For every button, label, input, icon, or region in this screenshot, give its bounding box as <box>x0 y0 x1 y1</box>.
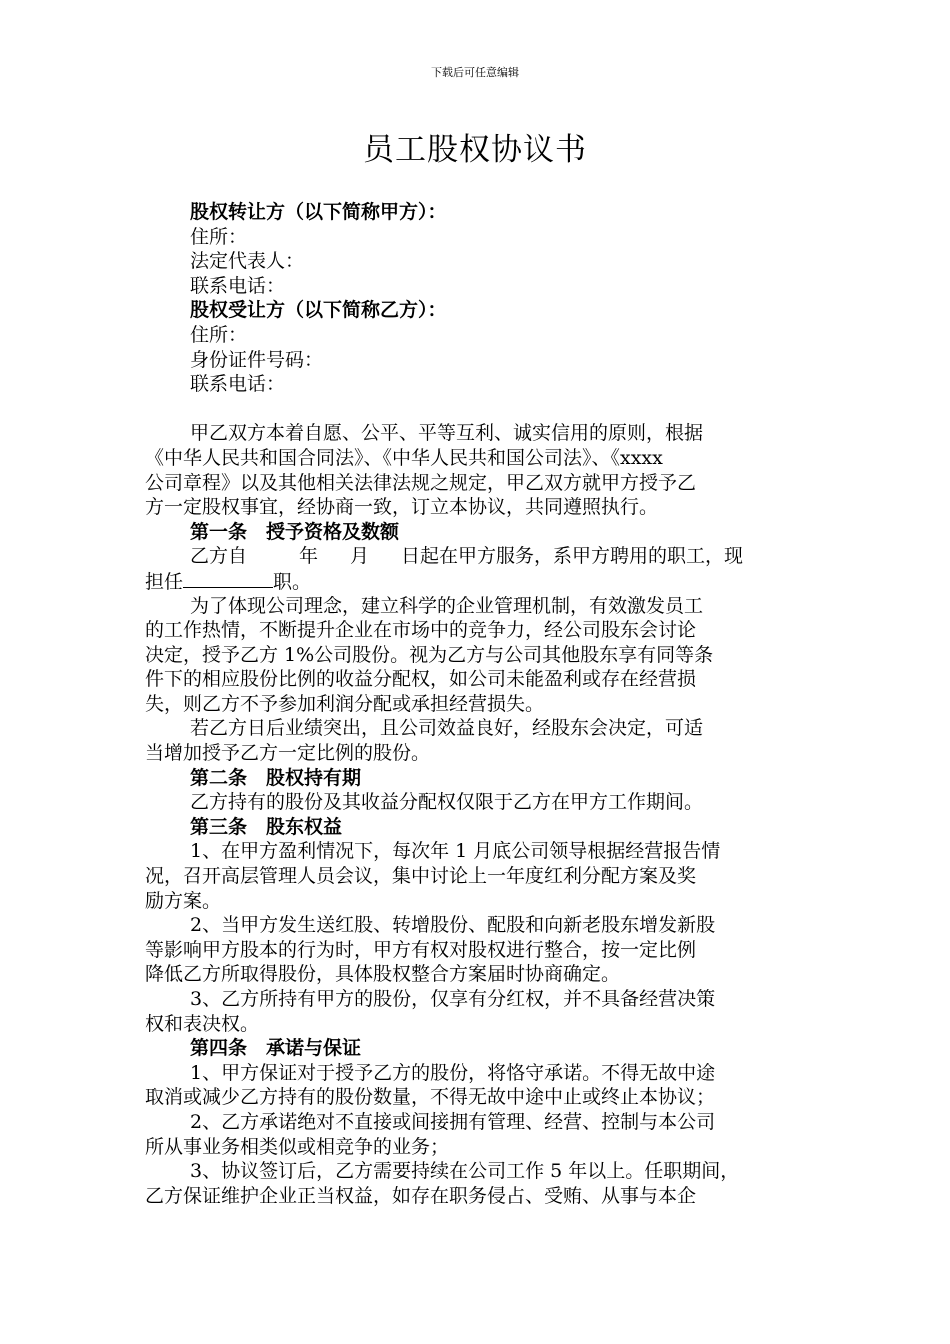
service-month-label: 月 <box>350 545 370 568</box>
preamble-line: 方一定股权事宜，经协商一致，订立本协议，共同遵照执行。 <box>145 496 659 519</box>
article-2-paragraph-line: 乙方持有的股份及其收益分配权仅限于乙方在甲方工作期间。 <box>190 791 704 814</box>
article-1-heading: 第一条 授予资格及数额 <box>190 520 400 543</box>
document-title: 员工股权协议书 <box>363 132 587 168</box>
position-label: 担任 <box>145 570 184 593</box>
article-4-paragraph-line: 取消或减少乙方持有的股份数量，不得无故中途中止或终止本协议； <box>145 1086 716 1109</box>
article-3-paragraph-line: 励方案。 <box>145 889 222 912</box>
article-1-position-line <box>145 569 810 594</box>
party-b-id-number: 身份证件号码： <box>190 348 324 371</box>
header-note: 下载后可任意编辑 <box>431 66 519 79</box>
section-spacer <box>145 397 810 422</box>
article-4-paragraph-line: 3、协议签订后，乙方需要持续在公司工作 5 年以上。任职期间， <box>190 1160 740 1183</box>
article-1-paragraph-line: 决定，授予乙方 1%公司股份。视为乙方与公司其他股东享有同等条 <box>145 643 714 666</box>
article-1-paragraph-line: 失，则乙方不予参加利润分配或承担经营损失。 <box>145 692 545 715</box>
article-3-paragraph-line: 降低乙方所取得股份，具体股权整合方案届时协商确定。 <box>145 963 621 986</box>
article-4-paragraph-line: 乙方保证维护企业正当权益，如存在职务侵占、受贿、从事与本企 <box>145 1184 697 1207</box>
document-body <box>145 200 810 1208</box>
article-1-paragraph-line: 当增加授予乙方一定比例的股份。 <box>145 742 431 765</box>
party-b-heading: 股权受让方（以下简称乙方）： <box>190 299 447 322</box>
article-3-paragraph-line: 况，召开高层管理人员会议，集中讨论上一年度红利分配方案及奖 <box>145 865 697 888</box>
article-1-paragraph-line: 为了体现公司理念，建立科学的企业管理机制，有效激发员工 <box>190 594 704 617</box>
preamble-line: 甲乙双方本着自愿、公平、平等互利、诚实信用的原则，根据 <box>190 422 704 445</box>
article-2-heading: 第二条 股权持有期 <box>190 766 362 789</box>
article-1-service-line <box>145 544 810 569</box>
article-1-paragraph-line: 若乙方日后业绩突出，且公司效益良好，经股东会决定，可适 <box>190 717 704 740</box>
party-a-phone: 联系电话： <box>190 274 286 297</box>
party-b-address: 住所： <box>190 323 248 346</box>
preamble-line: 公司章程》以及其他相关法律法规之规定，甲乙双方就甲方授予乙 <box>145 471 697 494</box>
position-suffix: 职。 <box>273 570 312 593</box>
party-a-representative: 法定代表人： <box>190 250 305 273</box>
service-start-label: 乙方自 <box>190 545 248 568</box>
service-day-text: 日起在甲方服务，系甲方聘用的职工，现 <box>401 545 744 568</box>
preamble-line: 《中华人民共和国合同法》、《中华人民共和国公司法》、《xxxx <box>145 446 663 469</box>
party-a-address: 住所： <box>190 225 248 248</box>
article-4-paragraph-line: 所从事业务相类似或相竞争的业务； <box>145 1135 450 1158</box>
article-1-paragraph-line: 件下的相应股份比例的收益分配权，如公司未能盈利或存在经营损 <box>145 668 697 691</box>
article-1-paragraph-line: 的工作热情，不断提升企业在市场中的竞争力，经公司股东会讨论 <box>145 619 697 642</box>
position-blank[interactable] <box>183 569 273 588</box>
article-3-paragraph-line: 1、在甲方盈利情况下，每次年 1 月底公司领导根据经营报告情 <box>190 840 721 863</box>
article-3-paragraph-line: 3、乙方所持有甲方的股份，仅享有分红权，并不具备经营决策 <box>190 988 716 1010</box>
service-year-label: 年 <box>299 545 319 568</box>
article-4-paragraph-line: 1、甲方保证对于授予乙方的股份，将恪守承诺。不得无故中途 <box>190 1061 716 1084</box>
party-b-phone: 联系电话： <box>190 373 286 396</box>
article-3-paragraph-line: 权和表决权。 <box>145 1012 260 1035</box>
party-a-heading: 股权转让方（以下简称甲方）： <box>190 201 447 223</box>
article-3-heading: 第三条 股东权益 <box>190 815 343 838</box>
article-3-paragraph-line: 2、当甲方发生送红股、转增股份、配股和向新老股东增发新股 <box>190 914 716 937</box>
article-4-paragraph-line: 2、乙方承诺绝对不直接或间接拥有管理、经营、控制与本公司 <box>190 1110 716 1133</box>
article-3-paragraph-line: 等影响甲方股本的行为时，甲方有权对股权进行整合，按一定比例 <box>145 938 697 961</box>
article-4-heading: 第四条 承诺与保证 <box>190 1037 362 1060</box>
